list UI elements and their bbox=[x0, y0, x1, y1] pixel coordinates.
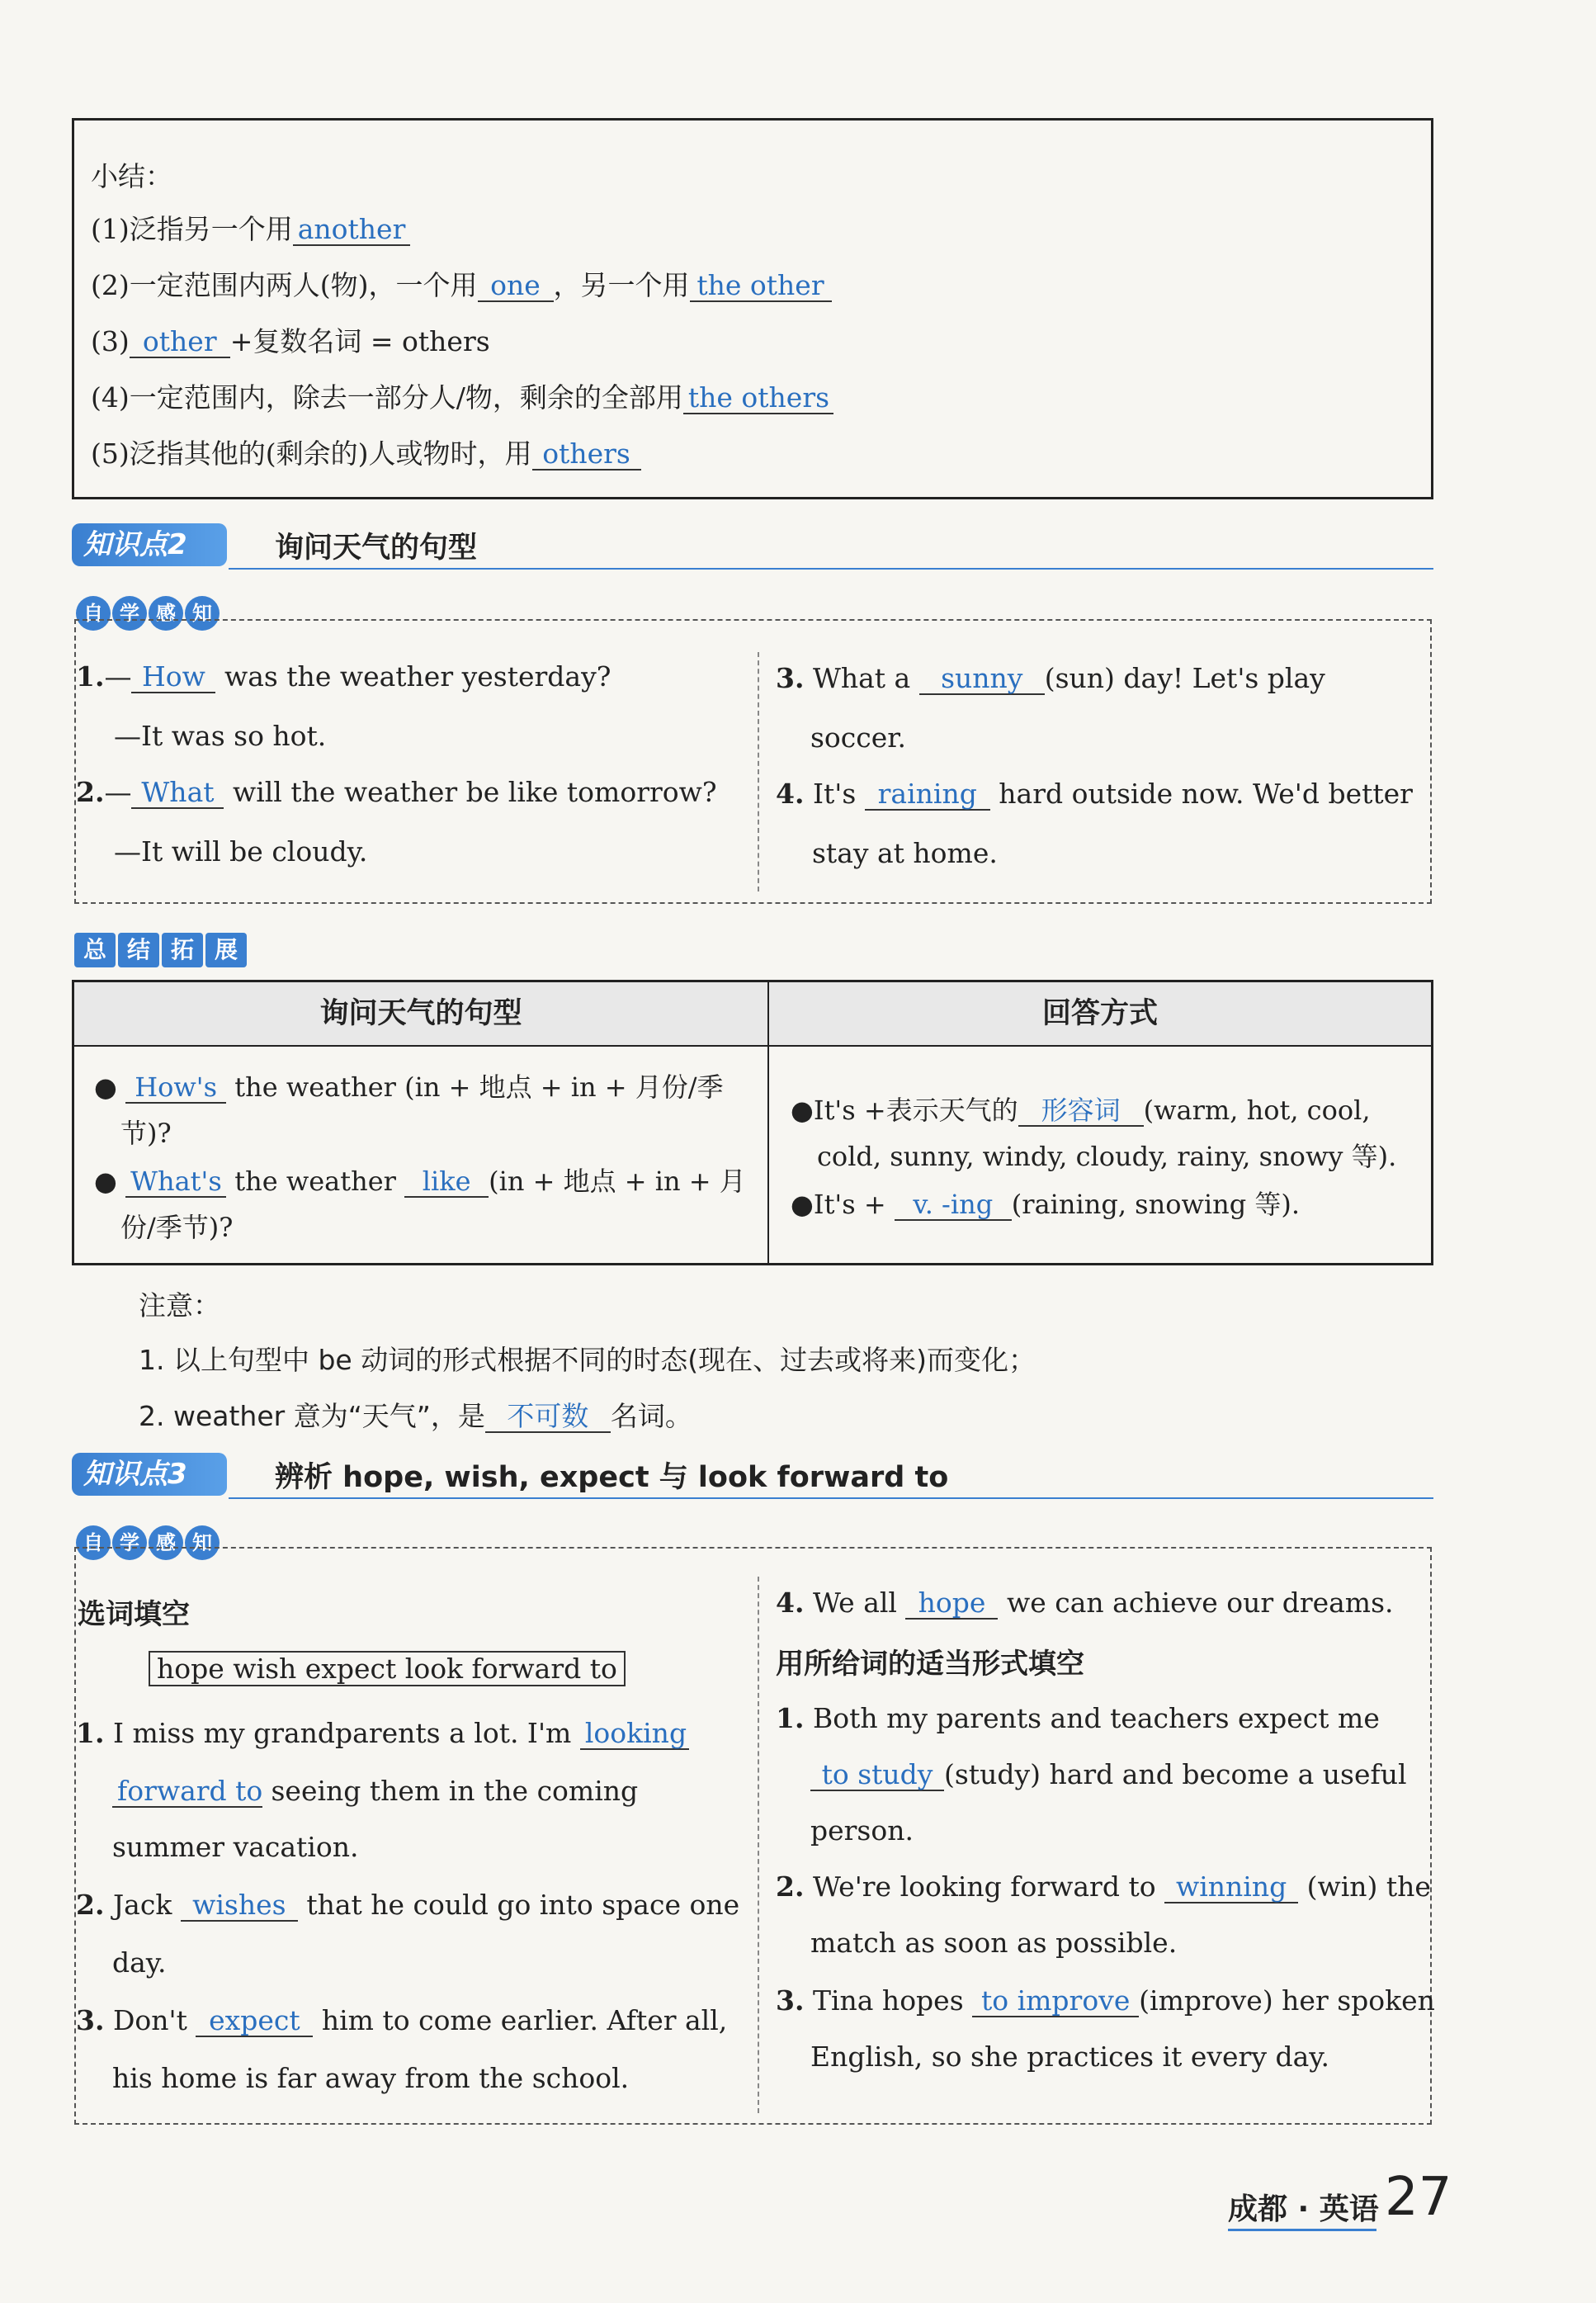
answer-others: others bbox=[532, 439, 641, 471]
table-row-1-cont: 节)? bbox=[120, 1118, 172, 1149]
q-text: Both my parents and teachers expect me bbox=[812, 1702, 1380, 1734]
answer-raining: raining bbox=[865, 779, 990, 811]
q-text: that he could go into space one bbox=[306, 1889, 740, 1921]
s2-q4-cont: stay at home. bbox=[812, 837, 998, 869]
answer-uncountable: 不可数 bbox=[485, 1402, 611, 1433]
answer-wishes: wishes bbox=[181, 1890, 298, 1922]
table-text: (raining, snowing 等). bbox=[1011, 1189, 1301, 1220]
q-text-post: (sun) day! Let's play bbox=[1044, 662, 1325, 694]
summary-line-2 bbox=[91, 264, 832, 303]
summary-expand-tag bbox=[74, 933, 249, 971]
q-number: 4. bbox=[776, 1587, 805, 1619]
tag-char: 总 bbox=[74, 933, 116, 967]
section-2-rule bbox=[229, 568, 1433, 570]
tag-char: 拓 bbox=[162, 933, 203, 967]
table-row-2-cont: 份/季节)? bbox=[120, 1212, 234, 1243]
answer-whats: What's bbox=[125, 1167, 226, 1198]
answer-forward-to: forward to bbox=[112, 1776, 262, 1808]
answer-to-study: to study bbox=[810, 1760, 944, 1791]
section-2-badge: 知识点2 bbox=[72, 523, 227, 566]
summary-line-3 bbox=[91, 320, 490, 359]
q-text: (study) hard and become a useful bbox=[944, 1758, 1407, 1790]
section-3-badge: 知识点3 bbox=[72, 1453, 227, 1496]
s2-q3 bbox=[776, 662, 1325, 695]
tag-char: 学 bbox=[112, 596, 147, 631]
q-number: 3. bbox=[776, 662, 805, 694]
q-number: 3. bbox=[776, 1984, 805, 2017]
q-dash: — bbox=[104, 776, 132, 808]
summary-line-4 bbox=[91, 376, 833, 415]
s3-p1 bbox=[776, 1702, 1380, 1734]
q-number: 2. bbox=[76, 1889, 105, 1921]
s2-q4 bbox=[776, 778, 1413, 811]
q-text-post: hard outside now. We'd better bbox=[999, 778, 1413, 810]
answer-how: How bbox=[131, 662, 215, 693]
tag-char: 知 bbox=[185, 596, 220, 631]
answer-winning: winning bbox=[1164, 1872, 1298, 1903]
s3-q2-cont: day. bbox=[112, 1946, 167, 1979]
q-text: Don't bbox=[112, 2004, 187, 2036]
table-answer-2 bbox=[791, 1184, 1300, 1222]
bullet: ● bbox=[94, 1166, 117, 1197]
s3-p3 bbox=[776, 1984, 1435, 2017]
q-text: (improve) her spoken bbox=[1139, 1984, 1435, 2017]
tag-char: 自 bbox=[76, 1525, 111, 1560]
q-number: 2. bbox=[776, 1870, 805, 1903]
s3-p3-cont: English, so she practices it every day. bbox=[810, 2041, 1330, 2073]
page-number: 27 bbox=[1385, 2167, 1452, 2228]
q-text: I miss my grandparents a lot. I'm bbox=[112, 1717, 572, 1749]
tag-char: 自 bbox=[76, 596, 111, 631]
table-answer-1 bbox=[791, 1090, 1371, 1128]
note-text: 名词。 bbox=[610, 1400, 692, 1432]
footer-rule bbox=[1228, 2229, 1376, 2231]
note-text: 2. weather 意为“天气”，是 bbox=[139, 1400, 485, 1432]
table-text: It's + bbox=[813, 1189, 886, 1220]
q-text: We're looking forward to bbox=[812, 1870, 1156, 1903]
s3-p1-line2 bbox=[810, 1758, 1407, 1791]
bullet: ● bbox=[94, 1071, 117, 1103]
tag-char: 知 bbox=[185, 1525, 220, 1560]
answer-like: like bbox=[404, 1167, 489, 1198]
s3-p2 bbox=[776, 1870, 1431, 1903]
q-text: Jack bbox=[112, 1889, 172, 1921]
tag-char: 感 bbox=[149, 596, 183, 631]
note-1: 1. 以上句型中 be 动词的形式根据不同的时态(现在、过去或将来)而变化； bbox=[139, 1344, 1036, 1376]
s3-p2-cont: match as soon as possible. bbox=[810, 1927, 1178, 1959]
section-3-title: 辨析 hope, wish, expect 与 look forward to bbox=[275, 1461, 949, 1494]
table-text: the weather bbox=[234, 1166, 396, 1197]
q-text: Tina hopes bbox=[812, 1984, 964, 2017]
answer-v-ing: v. -ing bbox=[895, 1190, 1012, 1221]
q-text: It's bbox=[812, 778, 857, 810]
answer-another: another bbox=[293, 215, 410, 246]
q-text: (win) the bbox=[1306, 1870, 1431, 1903]
tag-char: 感 bbox=[149, 1525, 183, 1560]
s2-q1-reply: —It was so hot. bbox=[114, 720, 327, 752]
table-text: (warm, hot, cool, bbox=[1143, 1095, 1371, 1126]
bullet: ● bbox=[791, 1095, 814, 1126]
answer-other: other bbox=[130, 327, 230, 358]
column-divider bbox=[758, 652, 759, 891]
q-text: we can achieve our dreams. bbox=[1006, 1587, 1394, 1619]
table-header-answer: 回答方式 bbox=[769, 982, 1431, 1047]
answer-hope: hope bbox=[905, 1588, 998, 1620]
answer-looking: looking bbox=[580, 1719, 689, 1750]
summary-line-1-text: (1)泛指另一个用 bbox=[91, 213, 293, 245]
s2-q2 bbox=[76, 776, 717, 809]
summary-box bbox=[72, 118, 1433, 499]
s3-q1-line2 bbox=[112, 1775, 638, 1808]
q-text: We all bbox=[812, 1587, 897, 1619]
summary-line-3-text: (3) bbox=[91, 325, 130, 357]
answer-hows: How's bbox=[125, 1073, 226, 1104]
q-number: 1. bbox=[76, 660, 105, 693]
s3-q2 bbox=[76, 1889, 739, 1922]
q-number: 4. bbox=[776, 778, 805, 810]
table-text: It's +表示天气的 bbox=[813, 1095, 1018, 1126]
table-row-2 bbox=[94, 1161, 746, 1199]
bullet: ● bbox=[791, 1189, 814, 1220]
s2-q2-reply: —It will be cloudy. bbox=[114, 835, 368, 868]
answer-what: What bbox=[131, 778, 224, 809]
tag-char: 结 bbox=[118, 933, 159, 967]
section-3-rule bbox=[229, 1497, 1433, 1499]
answer-to-improve: to improve bbox=[972, 1986, 1139, 2017]
table-row-1 bbox=[94, 1066, 724, 1104]
summary-line-2-mid: ，另一个用 bbox=[553, 269, 690, 301]
q-number: 2. bbox=[76, 776, 105, 808]
table-divider bbox=[767, 1045, 769, 1263]
s3-q3-cont: his home is far away from the school. bbox=[112, 2062, 630, 2094]
summary-title: 小结： bbox=[91, 160, 172, 192]
answer-adjective: 形容词 bbox=[1018, 1096, 1144, 1127]
summary-line-3-post: +复数名词 = others bbox=[229, 325, 490, 357]
s2-q3-cont: soccer. bbox=[810, 721, 906, 754]
answer-the-other: the other bbox=[690, 271, 832, 302]
q-number: 1. bbox=[76, 1717, 105, 1749]
summary-line-4-text: (4)一定范围内，除去一部分人/物，剩余的全部用 bbox=[91, 381, 683, 414]
answer-one: one bbox=[478, 271, 554, 302]
summary-line-5 bbox=[91, 433, 641, 471]
note-2 bbox=[139, 1395, 692, 1434]
section-2-header bbox=[72, 520, 1433, 570]
q-number: 3. bbox=[76, 2004, 105, 2036]
table-text: (in + 地点 + in + 月 bbox=[489, 1166, 746, 1197]
answer-the-others: the others bbox=[683, 383, 833, 414]
summary-line-1 bbox=[91, 208, 410, 247]
q-number: 1. bbox=[776, 1702, 805, 1734]
weather-table bbox=[72, 980, 1433, 1265]
table-header-question: 询问天气的句型 bbox=[74, 982, 769, 1047]
section-3-header bbox=[72, 1449, 1433, 1499]
summary-line-2-text: (2)一定范围内两人(物)，一个用 bbox=[91, 269, 478, 301]
tag-char: 展 bbox=[205, 933, 247, 967]
table-text: the weather (in + 地点 + in + 月份/季 bbox=[234, 1071, 724, 1103]
s3-p1-cont: person. bbox=[810, 1814, 914, 1847]
s3-q4 bbox=[776, 1587, 1394, 1620]
footer-subject: 成都 · 英语 bbox=[1228, 2192, 1379, 2226]
q-text: What a bbox=[812, 662, 911, 694]
summary-line-5-text: (5)泛指其他的(剩余的)人或物时，用 bbox=[91, 437, 532, 470]
word-box: hope wish expect look forward to bbox=[149, 1651, 626, 1686]
answer-sunny: sunny bbox=[919, 664, 1045, 695]
q-text: was the weather yesterday? bbox=[224, 660, 611, 693]
note-title: 注意： bbox=[139, 1289, 220, 1322]
q-text: him to come earlier. After all, bbox=[321, 2004, 728, 2036]
s3-q3 bbox=[76, 2004, 727, 2037]
s3-q1 bbox=[76, 1717, 689, 1750]
answer-expect: expect bbox=[196, 2006, 313, 2037]
q-dash: — bbox=[104, 660, 132, 693]
table-answer-1-cont: cold, sunny, windy, cloudy, rainy, snowy 等). bbox=[817, 1141, 1397, 1172]
column-divider bbox=[758, 1577, 759, 2113]
section-2-title: 询问天气的句型 bbox=[275, 532, 478, 565]
s2-q1 bbox=[76, 660, 611, 693]
q-text: will the weather be like tomorrow? bbox=[232, 776, 717, 808]
tag-char: 学 bbox=[112, 1525, 147, 1560]
s3-q1-cont: summer vacation. bbox=[112, 1831, 359, 1863]
part-1-title: 选词填空 bbox=[78, 1598, 190, 1631]
q-text: seeing them in the coming bbox=[271, 1775, 639, 1807]
part-2-title: 用所给词的适当形式填空 bbox=[776, 1648, 1084, 1681]
